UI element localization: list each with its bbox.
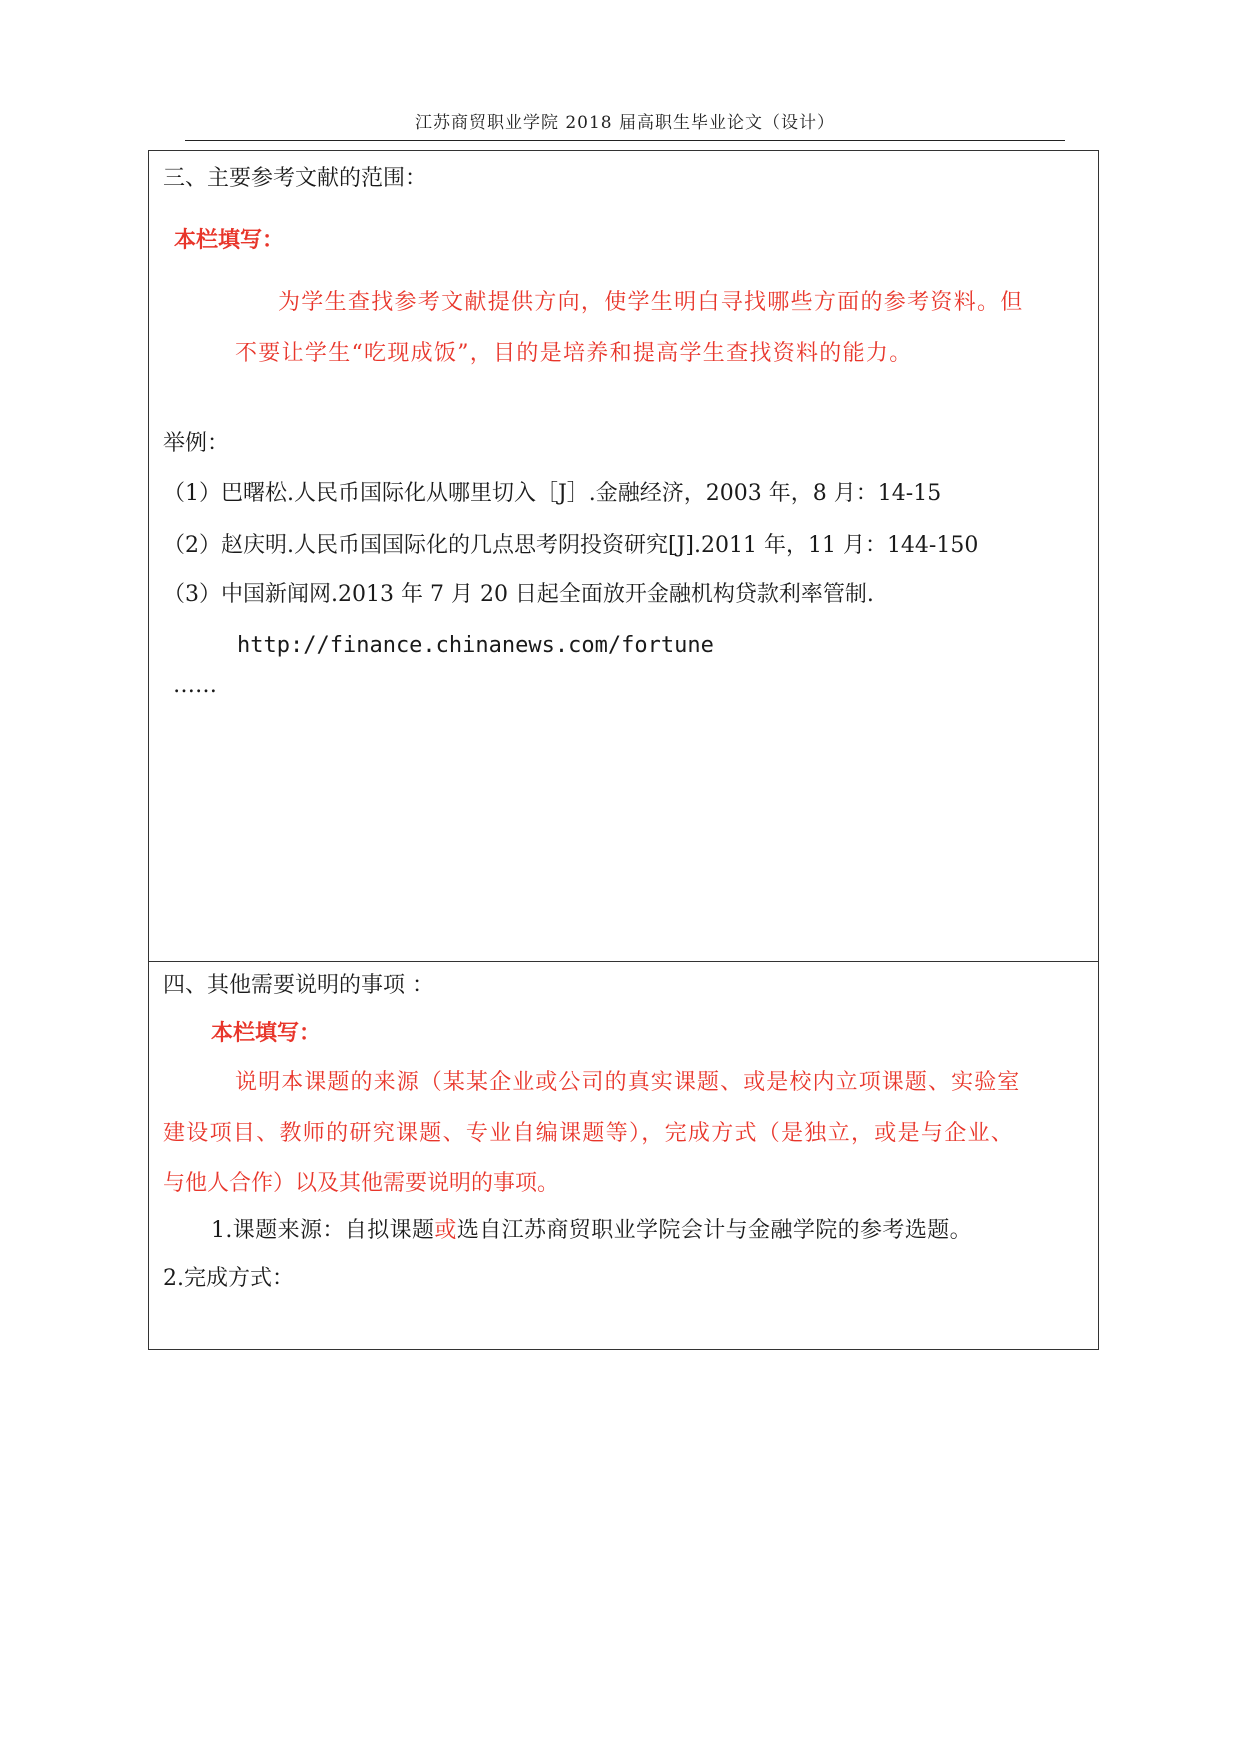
topic-source-line [211, 1216, 972, 1246]
topic-source-suffix: 选自江苏商贸职业学院会计与金融学院的参考选题。 [456, 1218, 973, 1243]
example-label: 举例： [163, 431, 230, 456]
completion-method-line: 2.完成方式： [163, 1266, 294, 1291]
other-matters-cell [149, 962, 1098, 1349]
topic-source-highlight: 或 [434, 1218, 457, 1243]
section3-heading: 三、主要参考文献的范围： [163, 166, 428, 191]
topic-source-prefix: 1.课题来源：自拟课题 [211, 1218, 435, 1243]
reference-item-2: （2）赵庆明.人民币国国际化的几点思考阴投资研究[J].2011 年，11 月：144-150 [163, 533, 979, 558]
section4-instruction-line2: 建设项目、教师的研究课题、专业自编课题等），完成方式（是独立，或是与企业、 [163, 1121, 1015, 1146]
section3-instruction-label: 本栏填写： [174, 227, 285, 253]
reference-item-1: （1）巴曙松.人民币国际化从哪里切入［J］.金融经济，2003 年，8 月：14-15 [163, 481, 942, 506]
section4-instruction-label: 本栏填写： [211, 1020, 322, 1046]
section3-instruction-line2: 不要让学生“吃现成饭”，目的是培养和提高学生查找资料的能力。 [235, 341, 913, 366]
references-cell [149, 151, 1098, 962]
reference-ellipsis: …… [173, 673, 217, 698]
section4-instruction-line1: 说明本课题的来源（某某企业或公司的真实课题、或是校内立项课题、实验室 [235, 1070, 1021, 1095]
reference-item-3: （3）中国新闻网.2013 年 7 月 20 日起全面放开金融机构贷款利率管制. [163, 582, 874, 607]
section4-instruction-line3: 与他人合作）以及其他需要说明的事项。 [163, 1171, 560, 1196]
section4-heading: 四、其他需要说明的事项 ： [163, 973, 434, 998]
form-table [148, 150, 1099, 1350]
reference-url: http://finance.chinanews.com/fortune [237, 633, 714, 658]
page-header-title: 江苏商贸职业学院 2018 届高职生毕业论文（设计） [414, 113, 836, 133]
section3-instruction-line1: 为学生查找参考文献提供方向，使学生明白寻找哪些方面的参考资料。但 [278, 290, 1024, 315]
header-rule [185, 140, 1065, 141]
